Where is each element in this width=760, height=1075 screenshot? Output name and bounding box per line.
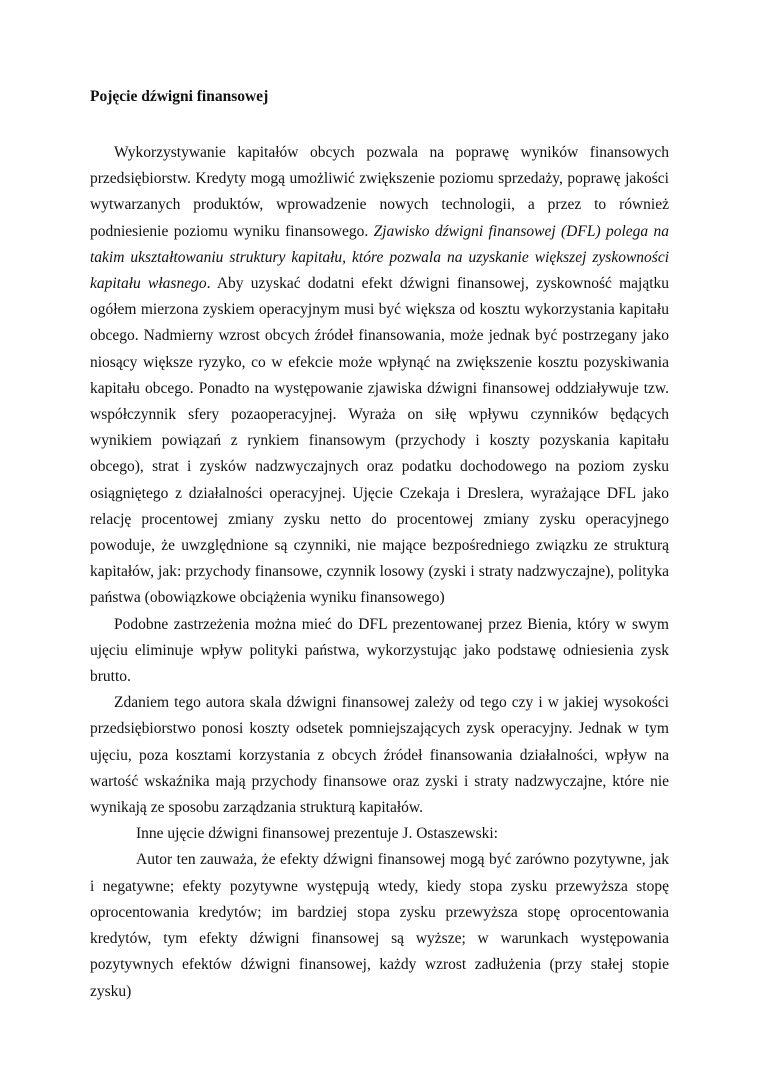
paragraph-5: Autor ten zauważa, że efekty dźwigni finansowej mogą być zarówno pozytywne, jak i negatywne; efekty pozytywne występują wtedy, kiedy stopa zysku przewyższa stopę oprocentowania kredytów; im bardziej stopa zysku przewyższa stopę oprocentowania kredytów, tym efekty dźwigni finansowej są wyższe; w warunkach występowania pozytywnych efektów dźwigni finansowej, każdy wzrost zadłużenia (przy stałej stopie zysku): [90, 851, 669, 1000]
paragraph-1-text-b: . Aby uzyskać dodatni efekt dźwigni finansowej, zyskowność majątku ogółem mierzona zyskiem operacyjnym musi być większa od kosztu wykorzystania kapitału obcego. Nadmierny wzrost obcych źródeł finansowania, może jednak być postrzegany jako niosący większe ryzyko, co w efekcie może wpłynąć na zwiększenie kosztu pozyskiwania kapitału obcego. Ponadto na występowanie zjawiska dźwigni finansowej oddziaływuje tzw. współczynnik sfery pozaoperacyjnej. Wyraża on siłę wpływu czynników będących wynikiem powiązań z rynkiem finansowym (przychody i koszty pozyskania kapitału obcego), strat i zysków nadzwyczajnych oraz podatku dochodowego na poziom zysku osiągniętego z działalności operacyjnej. Ujęcie Czekaja i Dreslera, wyrażające DFL jako relację procentowej zmiany zysku netto do procentowej zmiany zysku operacyjnego powoduje, że uwzględnione są czynniki, nie mające bezpośredniego związku ze strukturą kapitałów, jak: przychody finansowe, czynnik losowy (zyski i straty nadzwyczajne), polityka państwa (obowiązkowe obciążenia wyniku finansowego): [90, 275, 670, 607]
paragraph-3: Zdaniem tego autora skala dźwigni finansowej zależy od tego czy i w jakiej wysokości przedsiębiorstwo ponosi koszty odsetek pomniejszających zysk operacyjny. Jednak w tym ujęciu, poza kosztami korzystania z obcych źródeł finansowania działalności, wpływ na wartość wskaźnika mają przychody finansowe oraz zyski i straty nadzwyczajne, które nie wynikają ze sposobu zarządzania strukturą kapitałów.: [90, 694, 669, 817]
paragraph-1-italic: Zjawisko dźwigni finansowej (DFL) polega na takim ukształtowaniu struktury kapitału, które pozwala na uzyskanie większej zyskowności kapitału własnego: [90, 222, 669, 293]
document-body: [90, 140, 669, 1005]
paragraph-4: Inne ujęcie dźwigni finansowej prezentuje J. Ostaszewski:: [136, 825, 498, 843]
paragraph-1-text-a: Wykorzystywanie kapitałów obcych pozwala na poprawę wyników finansowych przedsiębiorstw. Kredyty mogą umożliwić zwiększenie poziomu sprzedaży, poprawę jakości wytwarzanych produktów, wprowadzenie nowych technologii, a przez to również podniesienie poziomu wyniku finansowego.: [90, 144, 669, 240]
paragraph-2: Podobne zastrzeżenia można mieć do DFL prezentowanej przez Bienia, który w swym ujęciu eliminuje wpływ polityki państwa, wykorzystując jako podstawę odniesienia zysk brutto.: [90, 615, 669, 686]
paragraph-1: [90, 140, 669, 612]
document-title: Pojęcie dźwigni finansowej: [90, 88, 269, 105]
